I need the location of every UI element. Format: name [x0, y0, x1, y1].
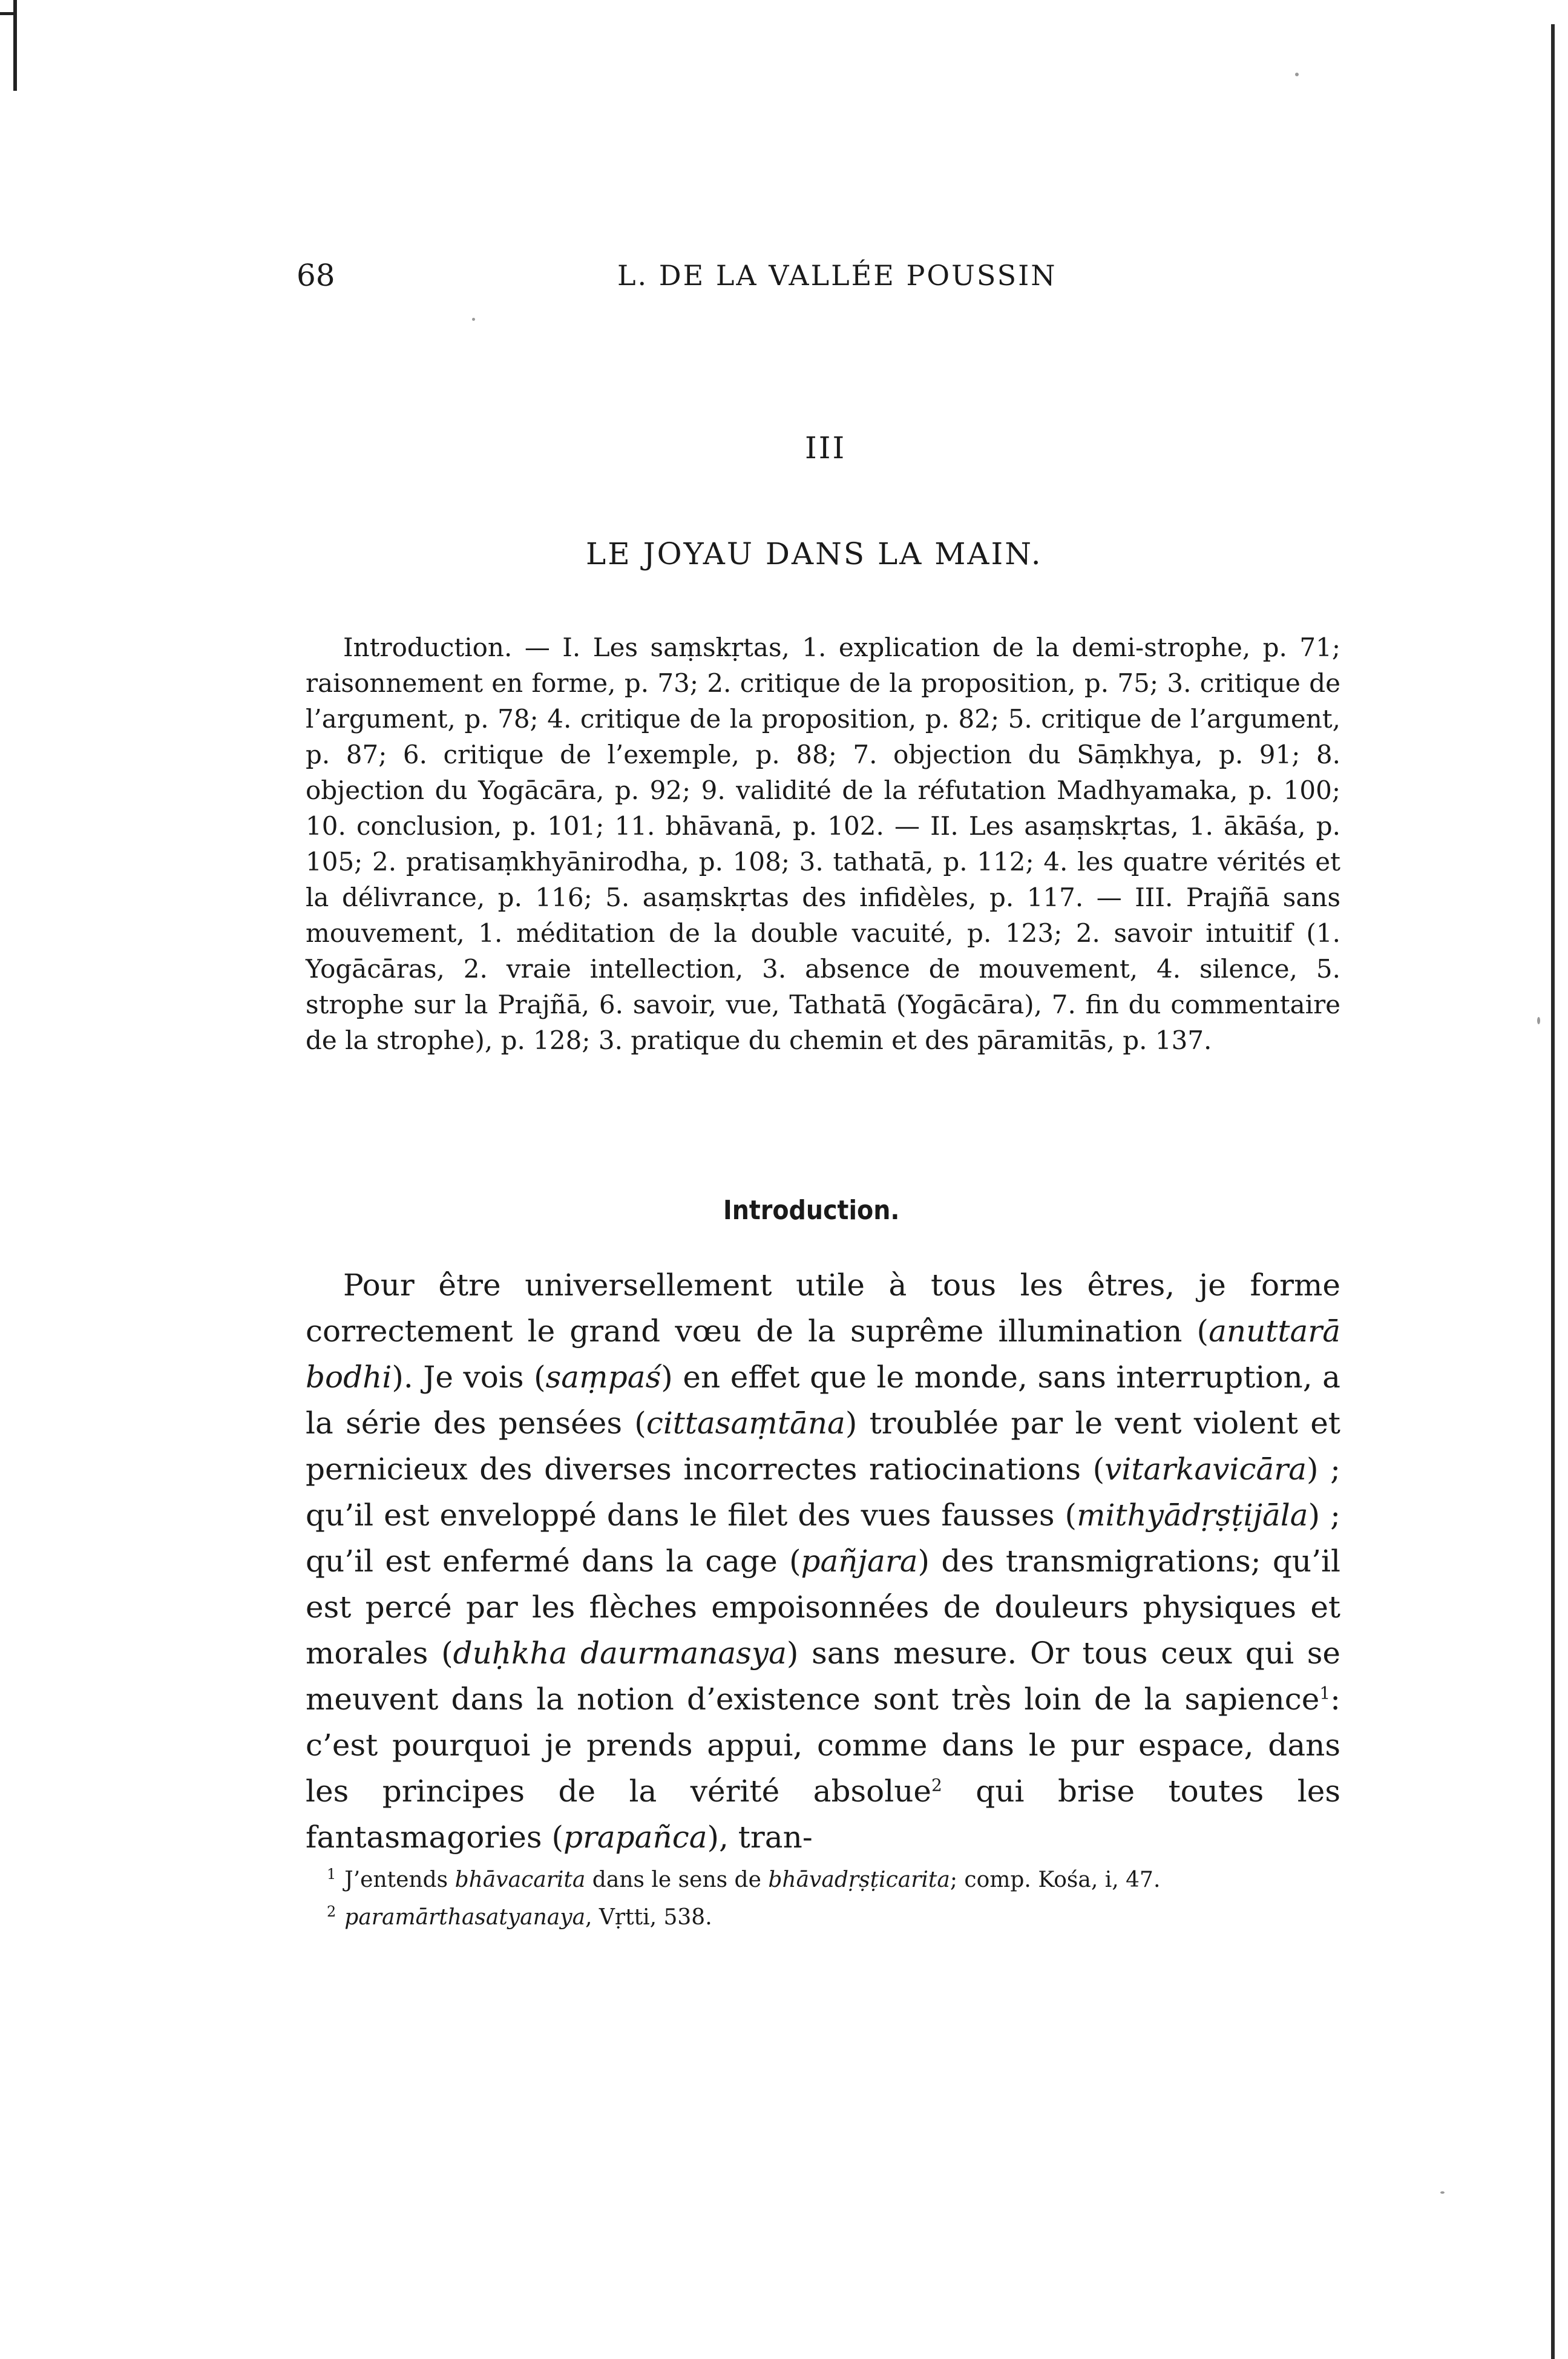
- text-run: ) des transmigrations; qu’il est percé par les flèches empoisonnées de douleurs physiques et morales (: [306, 1544, 1340, 1671]
- text-run: ) ; qu’il est enfermé dans la cage (: [306, 1498, 1340, 1579]
- footnote-ref-1[interactable]: 1: [1319, 1683, 1331, 1703]
- italic-term: saṃpaś: [545, 1360, 661, 1395]
- text-run: ), tran-: [707, 1820, 813, 1855]
- footnotes: [327, 1858, 1343, 1933]
- italic-term: mithyādṛṣṭijāla: [1077, 1498, 1308, 1533]
- italic-term: cittasaṃtāna: [646, 1406, 845, 1441]
- text-run: Pour être universellement utile à tous les êtres, je forme correctement le grand vœu de la suprême illumination (: [306, 1268, 1340, 1349]
- footnote-text: J’entends: [344, 1867, 455, 1892]
- text-run: ) en effet que le monde, sans interruption, a la série des pensées (: [306, 1360, 1340, 1441]
- section-heading: Introduction.: [723, 1195, 900, 1226]
- body-paragraph: [306, 1262, 1340, 1860]
- footnote-mark: 2: [327, 1903, 336, 1920]
- footnote-italic: bhāvadṛṣṭicarita: [768, 1867, 950, 1892]
- footnote-text: ; comp. Kośa, i, 47.: [950, 1867, 1161, 1892]
- footnote-text: , Vṛtti, 538.: [585, 1905, 712, 1930]
- scan-border-right: [1551, 24, 1555, 2359]
- scan-speck: [472, 318, 475, 321]
- scan-speck: [1440, 2191, 1445, 2194]
- italic-term: vitarkavicāra: [1104, 1452, 1307, 1487]
- text-run: ) sans mesure. Or tous ceux qui se meuvent dans la notion d’existence sont très loin de la sapience: [306, 1636, 1341, 1717]
- page-number: 68: [297, 258, 335, 293]
- italic-term: prapañca: [563, 1820, 707, 1855]
- running-head: L. DE LA VALLÉE POUSSIN: [617, 259, 1057, 292]
- text-run: ). Je vois (: [392, 1360, 546, 1395]
- italic-term: pañjara: [801, 1544, 918, 1579]
- footnote-italic: bhāvacarita: [454, 1867, 586, 1892]
- footnote-2: [327, 1896, 1343, 1933]
- scan-speck: [1537, 1017, 1540, 1024]
- footnote-mark: 1: [327, 1866, 336, 1883]
- text-run: ) ; qu’il est enveloppé dans le filet des vues fausses (: [306, 1452, 1340, 1533]
- scan-speck: [1295, 73, 1299, 76]
- italic-term: duḥkha daurmanasya: [453, 1636, 787, 1671]
- scan-border-corner: [0, 12, 17, 15]
- footnote-text: dans le sens de: [585, 1867, 769, 1892]
- text-run: ) troublée par le vent violent et pernicieux des diverses incorrectes ratiocinations (: [306, 1406, 1340, 1487]
- italic-term: anuttarā bodhi: [306, 1314, 1340, 1395]
- footnote-ref-2[interactable]: 2: [931, 1775, 942, 1795]
- footnote-1: [327, 1858, 1343, 1896]
- text-run: qui brise toutes les fantasmagories (: [306, 1774, 1340, 1855]
- footnote-italic: paramārthasatyanaya: [344, 1905, 586, 1930]
- text-run: : c’est pourquoi je prends appui, comme dans le pur espace, dans les principes de la vérité absolue: [306, 1682, 1340, 1809]
- chapter-summary: Introduction. — I. Les saṃskṛtas, 1. explication de la demi-strophe, p. 71; raisonnement en forme, p. 73; 2. critique de la proposition, p. 75; 3. critique de l’argument, p. 78; 4. critique de la proposition, p. 82; 5. critique de l’argument, p. 87; 6. critique de l’exemple, p. 88; 7. objection du Sāṃkhya, p. 91; 8. objection du Yogācāra, p. 92; 9. validité de la réfutation Madhyamaka, p. 100; 10. conclusion, p. 101; 11. bhāvanā, p. 102. — II. Les asaṃskṛtas, 1. ākāśa, p. 105; 2. pratisaṃkhyānirodha, p. 108; 3. tathatā, p. 112; 4. les quatre vérités et la délivrance, p. 116; 5. asaṃskṛtas des infidèles, p. 117. — III. Prajñā sans mouvement, 1. méditation de la double vacuité, p. 123; 2. savoir intuitif (1. Yogācāras, 2. vraie intellection, 3. absence de mouvement, 4. silence, 5. strophe sur la Prajñā, 6. savoir, vue, Tathatā (Yogācāra), 7. fin du commentaire de la strophe), p. 128; 3. pratique du chemin et des pāramitās, p. 137.: [306, 633, 1340, 1055]
- chapter-number: III: [805, 430, 847, 466]
- chapter-title: LE JOYAU DANS LA MAIN.: [586, 536, 1043, 571]
